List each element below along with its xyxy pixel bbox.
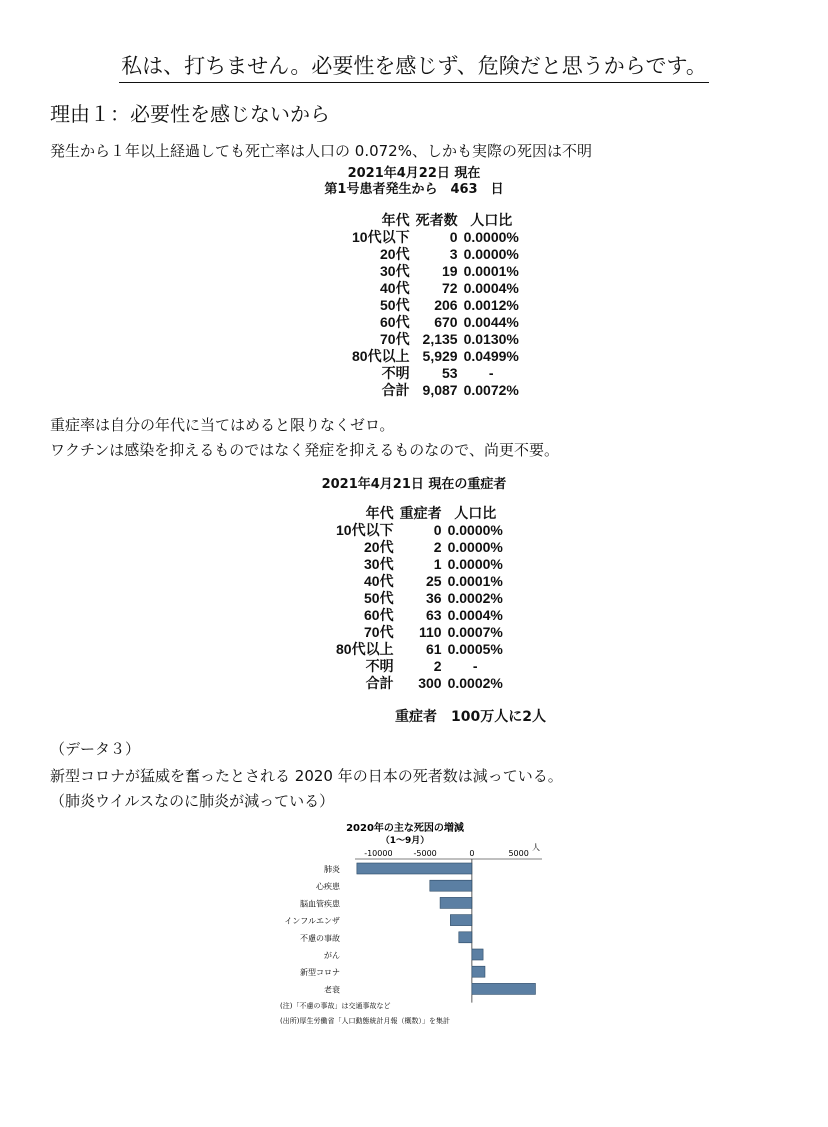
chart-category-label: 不慮の事故 xyxy=(300,933,340,943)
ratio-cell: 0.0004% xyxy=(447,607,503,623)
chart-bar xyxy=(440,897,472,908)
table-row xyxy=(330,590,503,607)
data3-label: （データ３） xyxy=(50,740,141,758)
chart-subtitle: （1～9月） xyxy=(380,836,430,846)
reason1-heading: 理由１：必要性を感じないから xyxy=(50,102,330,126)
col-header-age: 年代 xyxy=(381,212,410,228)
age-cell: 50代 xyxy=(380,297,410,313)
table-row xyxy=(346,331,519,348)
table-header-row xyxy=(346,212,519,229)
table-row xyxy=(330,556,503,573)
ratio-cell: 0.0005% xyxy=(447,641,503,657)
age-cell: 合計 xyxy=(365,675,394,691)
age-cell: 80代以上 xyxy=(336,641,394,657)
count-cell: 36 xyxy=(426,590,442,606)
chart-category-label: 老衰 xyxy=(324,985,340,995)
ratio-cell: 0.0130% xyxy=(463,331,519,347)
table-row xyxy=(346,365,519,382)
ratio-cell: 0.0000% xyxy=(447,556,503,572)
ratio-cell: 0.0007% xyxy=(447,624,503,640)
col-header-severe: 重症者 xyxy=(399,505,442,521)
count-cell: 2,135 xyxy=(422,331,458,347)
page-title: 私は、打ちません。必要性を感じず、危険だと思うからです。 xyxy=(0,50,828,83)
table-row xyxy=(330,607,503,624)
chart-bar xyxy=(459,932,472,943)
col-header-ratio: 人口比 xyxy=(470,212,513,228)
ratio-cell: 0.0002% xyxy=(447,590,503,606)
chart-bar xyxy=(450,915,472,926)
chart-tick-label: 0 xyxy=(469,849,475,858)
age-cell: 60代 xyxy=(364,607,394,623)
severe-note: 重症者 100万人に2人 xyxy=(395,709,546,725)
col-header-ratio: 人口比 xyxy=(454,505,497,521)
age-cell: 不明 xyxy=(365,658,394,674)
count-cell: 206 xyxy=(434,297,458,313)
age-cell: 20代 xyxy=(380,246,410,262)
severe-table xyxy=(330,505,503,692)
table-row xyxy=(330,658,503,675)
ratio-cell: - xyxy=(472,658,478,674)
count-cell: 19 xyxy=(442,263,458,279)
age-cell: 80代以上 xyxy=(352,348,410,364)
age-cell: 60代 xyxy=(380,314,410,330)
chart-bar xyxy=(472,966,485,977)
chart-category-label: インフルエンザ xyxy=(284,916,340,926)
age-cell: 70代 xyxy=(380,331,410,347)
age-cell: 30代 xyxy=(364,556,394,572)
chart-category-label: 新型コロナ xyxy=(300,968,340,978)
count-cell: 1 xyxy=(433,556,442,572)
col-header-deaths: 死者数 xyxy=(415,212,458,228)
chart-category-label: 心疾患 xyxy=(316,882,340,892)
deaths-decrease-statement: 新型コロナが猛威を奮ったとされる 2020 年の日本の死者数は減っている。 xyxy=(50,767,563,785)
count-cell: 63 xyxy=(426,607,442,623)
count-cell: 300 xyxy=(418,675,442,691)
deaths-table xyxy=(346,212,519,399)
ratio-cell: 0.0012% xyxy=(463,297,519,313)
chart-bar xyxy=(357,863,472,874)
age-cell: 50代 xyxy=(364,590,394,606)
age-cell: 20代 xyxy=(364,539,394,555)
ratio-cell: 0.0000% xyxy=(447,522,503,538)
table-row xyxy=(346,229,519,246)
chart-bar xyxy=(472,949,483,960)
table-row xyxy=(346,348,519,365)
count-cell: 2 xyxy=(433,539,442,555)
count-cell: 61 xyxy=(426,641,442,657)
table-row xyxy=(330,539,503,556)
ratio-cell: - xyxy=(488,365,494,381)
chart-bar xyxy=(430,880,472,891)
table-row xyxy=(346,314,519,331)
table-row xyxy=(330,641,503,658)
ratio-cell: 0.0004% xyxy=(463,280,519,296)
table-row xyxy=(346,382,519,399)
count-cell: 2 xyxy=(433,658,442,674)
chart-category-label: がん xyxy=(324,951,340,960)
severe-table-title: 2021年4月21日 現在の重症者 xyxy=(321,477,507,492)
chart-tick-label: -10000 xyxy=(364,849,393,858)
age-cell: 10代以下 xyxy=(352,229,410,245)
count-cell: 72 xyxy=(442,280,458,296)
cause-of-death-chart xyxy=(270,818,560,1033)
chart-tick-label: -5000 xyxy=(413,849,437,858)
chart-unit: 人 xyxy=(532,843,540,852)
death-rate-statement: 発生から１年以上経過しても死亡率は人口の 0.072%、しかも実際の死因は不明 xyxy=(50,142,592,160)
ratio-cell: 0.0044% xyxy=(463,314,519,330)
table-row xyxy=(346,280,519,297)
table-row xyxy=(330,522,503,539)
ratio-cell: 0.0001% xyxy=(447,573,503,589)
age-cell: 不明 xyxy=(381,365,410,381)
ratio-cell: 0.0000% xyxy=(463,229,519,245)
chart-note: (注)「不慮の事故」は交通事故など xyxy=(280,1002,391,1010)
count-cell: 0 xyxy=(449,229,458,245)
deaths-elapsed-line: 第1号患者発生から 463 日 xyxy=(324,182,504,197)
age-cell: 30代 xyxy=(380,263,410,279)
chart-category-label: 脳血管疾患 xyxy=(300,899,340,909)
count-cell: 25 xyxy=(426,573,442,589)
col-header-age: 年代 xyxy=(365,505,394,521)
pneumonia-statement: （肺炎ウイルスなのに肺炎が減っている） xyxy=(50,792,335,810)
age-cell: 70代 xyxy=(364,624,394,640)
table-header-row xyxy=(330,505,503,522)
ratio-cell: 0.0000% xyxy=(447,539,503,555)
table-row xyxy=(330,675,503,692)
severity-statement: 重症率は自分の年代に当てはめると限りなくゼロ。 xyxy=(50,416,395,434)
count-cell: 110 xyxy=(418,624,442,640)
chart-svg xyxy=(270,818,560,1033)
ratio-cell: 0.0001% xyxy=(463,263,519,279)
table-row xyxy=(346,297,519,314)
ratio-cell: 0.0072% xyxy=(463,382,519,398)
chart-category-label: 肺炎 xyxy=(324,865,340,874)
age-cell: 合計 xyxy=(381,382,410,398)
count-cell: 670 xyxy=(434,314,458,330)
ratio-cell: 0.0002% xyxy=(447,675,503,691)
chart-bar xyxy=(472,983,536,994)
count-cell: 3 xyxy=(449,246,458,262)
ratio-cell: 0.0499% xyxy=(463,348,519,364)
chart-source: (出所)厚生労働省「人口動態統計月報（概数）」を集計 xyxy=(280,1017,450,1025)
deaths-date-line: 2021年4月22日 現在 xyxy=(347,166,481,181)
count-cell: 9,087 xyxy=(422,382,458,398)
table-row xyxy=(330,624,503,641)
table-row xyxy=(330,573,503,590)
vaccine-statement: ワクチンは感染を抑えるものではなく発症を抑えるものなので、尚更不要。 xyxy=(50,441,559,459)
count-cell: 0 xyxy=(433,522,442,538)
age-cell: 40代 xyxy=(380,280,410,296)
chart-tick-label: 5000 xyxy=(508,849,529,858)
age-cell: 40代 xyxy=(364,573,394,589)
count-cell: 53 xyxy=(442,365,458,381)
age-cell: 10代以下 xyxy=(336,522,394,538)
chart-title: 2020年の主な死因の増減 xyxy=(346,823,464,834)
table-row xyxy=(346,246,519,263)
ratio-cell: 0.0000% xyxy=(463,246,519,262)
count-cell: 5,929 xyxy=(422,348,458,364)
table-row xyxy=(346,263,519,280)
